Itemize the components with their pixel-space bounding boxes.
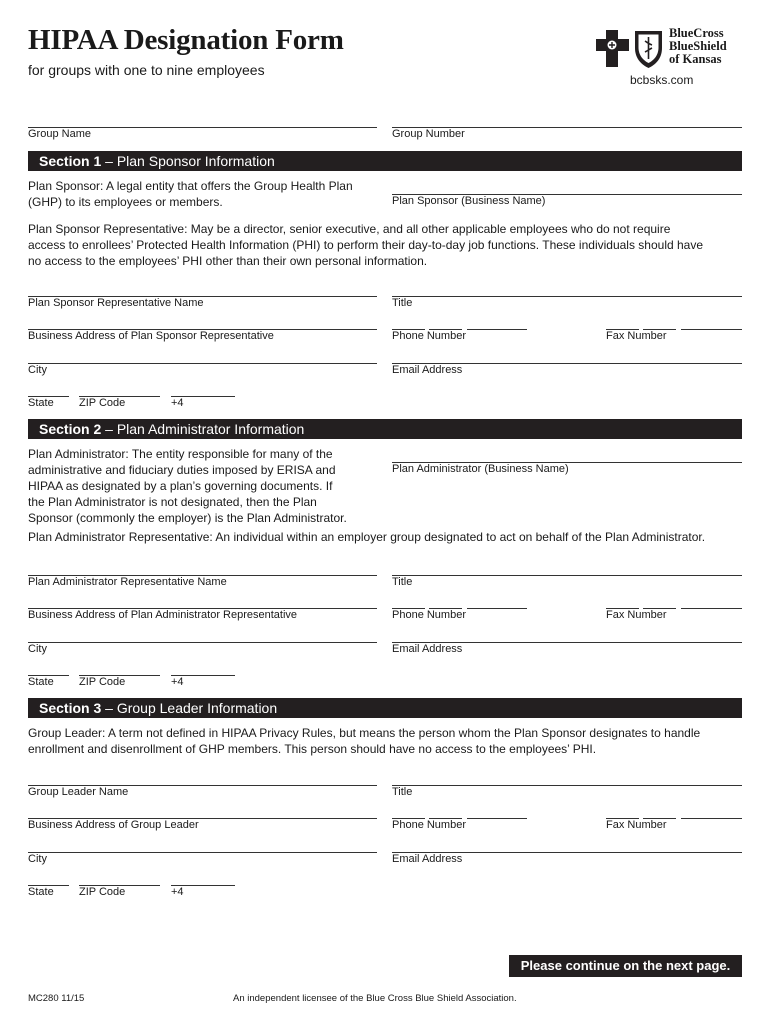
section-2-title: – Plan Administrator Information — [101, 421, 305, 437]
s3-fax-label: Fax Number — [606, 819, 667, 831]
plan-admin-definition-line: the Plan Administrator is not designated, then the Plan — [28, 495, 317, 509]
form-title: HIPAA Designation Form — [28, 24, 344, 56]
section-2-number: Section 2 — [39, 421, 102, 437]
s3-title-field[interactable] — [392, 785, 742, 786]
website-url: bcbsks.com — [630, 73, 694, 87]
section-1-title: – Plan Sponsor Information — [101, 153, 275, 169]
s1-title-field[interactable] — [392, 296, 742, 297]
group-leader-definition — [28, 725, 700, 757]
s1-phone-label: Phone Number — [392, 330, 466, 342]
licensee-notice: An independent licensee of the Blue Cross Blue Shield Association. — [233, 993, 517, 1004]
s1-title-label: Title — [392, 297, 413, 309]
plan-admin-rep-definition: Plan Administrator Representative: An individual within an employer group designated to act on behalf of the Plan Administrator. — [28, 530, 706, 544]
s3-zip-label: ZIP Code — [79, 886, 126, 898]
s1-city-label: City — [28, 364, 47, 376]
plan-sponsor-definition-line: Plan Sponsor: A legal entity that offers the Group Health Plan — [28, 179, 353, 193]
s1-zip4-label: +4 — [171, 397, 184, 409]
s2-title-label: Title — [392, 576, 413, 588]
form-subtitle: for groups with one to nine employees — [28, 62, 265, 78]
brand-line-1: BlueCross — [669, 26, 724, 40]
s1-city-field[interactable] — [28, 363, 377, 364]
cross-icon — [596, 30, 629, 67]
brand-line-3: of Kansas — [669, 52, 722, 66]
s3-phone-label: Phone Number — [392, 819, 466, 831]
s3-address-label: Business Address of Group Leader — [28, 819, 199, 831]
s2-address-label: Business Address of Plan Administrator Representative — [28, 609, 298, 621]
s3-state-label: State — [28, 886, 54, 898]
plan-sponsor-business-name-label: Plan Sponsor (Business Name) — [392, 195, 546, 207]
s3-title-label: Title — [392, 786, 413, 798]
shield-icon — [635, 31, 662, 68]
s1-state-label: State — [28, 397, 54, 409]
s2-phone-label: Phone Number — [392, 609, 466, 621]
continue-notice: Please continue on the next page. — [509, 955, 742, 977]
section-3-number: Section 3 — [39, 700, 102, 716]
group-leader-definition-line: enrollment and disenrollment of GHP members. This person should have no access to the employees’ PHI. — [28, 742, 597, 756]
s1-email-label: Email Address — [392, 364, 463, 376]
brand-name — [669, 27, 727, 66]
section-1-number: Section 1 — [39, 153, 102, 169]
s2-phone-line-field[interactable] — [467, 608, 527, 609]
s3-zip4-label: +4 — [171, 886, 184, 898]
s3-fax-line-field[interactable] — [681, 818, 742, 819]
group-name-label: Group Name — [28, 128, 91, 140]
plan-admin-definition — [28, 446, 347, 526]
s2-zip4-label: +4 — [171, 676, 184, 688]
section-1-header — [28, 151, 742, 171]
plan-sponsor-rep-definition-line: Plan Sponsor Representative: May be a director, senior executive, and all other applicable employees who do not require — [28, 222, 671, 236]
s2-fax-label: Fax Number — [606, 609, 667, 621]
plan-admin-definition-line: HIPAA as designated by a plan’s governing documents. If — [28, 479, 333, 493]
s2-title-field[interactable] — [392, 575, 742, 576]
section-2-header — [28, 419, 742, 439]
plan-sponsor-definition-line: (GHP) to its employees or members. — [28, 195, 223, 209]
s1-phone-line-field[interactable] — [467, 329, 527, 330]
s2-city-field[interactable] — [28, 642, 377, 643]
s3-phone-line-field[interactable] — [467, 818, 527, 819]
form-code: MC280 11/15 — [28, 993, 85, 1004]
s2-state-label: State — [28, 676, 54, 688]
s1-zip-label: ZIP Code — [79, 397, 126, 409]
s3-city-label: City — [28, 853, 47, 865]
group-number-label: Group Number — [392, 128, 465, 140]
s1-fax-line-field[interactable] — [681, 329, 742, 330]
plan-admin-business-name-label: Plan Administrator (Business Name) — [392, 463, 569, 475]
s3-name-label: Group Leader Name — [28, 786, 129, 798]
brand-line-2: BlueShield — [669, 39, 727, 53]
group-leader-definition-line: Group Leader: A term not defined in HIPAA Privacy Rules, but means the person whom the Plan Sponsor designates to handle — [28, 726, 701, 740]
s1-rep-name-label: Plan Sponsor Representative Name — [28, 297, 204, 309]
plan-sponsor-rep-definition — [28, 221, 703, 269]
plan-admin-definition-line: Plan Administrator: The entity responsible for many of the — [28, 447, 333, 461]
plan-admin-definition-line: administrative and fiduciary duties imposed by ERISA and — [28, 463, 336, 477]
s2-email-label: Email Address — [392, 643, 463, 655]
s1-fax-label: Fax Number — [606, 330, 667, 342]
s3-email-label: Email Address — [392, 853, 463, 865]
s2-zip-label: ZIP Code — [79, 676, 126, 688]
s2-city-label: City — [28, 643, 47, 655]
section-3-header — [28, 698, 742, 718]
plan-admin-definition-line: Sponsor (commonly the employer) is the Plan Administrator. — [28, 511, 347, 525]
s3-city-field[interactable] — [28, 852, 377, 853]
plan-sponsor-rep-definition-line: no access to the employees’ PHI other than their own personal information. — [28, 254, 428, 268]
s1-address-label: Business Address of Plan Sponsor Representative — [28, 330, 274, 342]
plan-sponsor-definition — [28, 178, 353, 210]
section-3-title: – Group Leader Information — [101, 700, 278, 716]
s2-rep-name-label: Plan Administrator Representative Name — [28, 576, 227, 588]
s2-fax-line-field[interactable] — [681, 608, 742, 609]
plan-sponsor-rep-definition-line: access to enrollees’ Protected Health Information (PHI) to perform their day-to-day job functions. These individuals should have — [28, 238, 704, 252]
